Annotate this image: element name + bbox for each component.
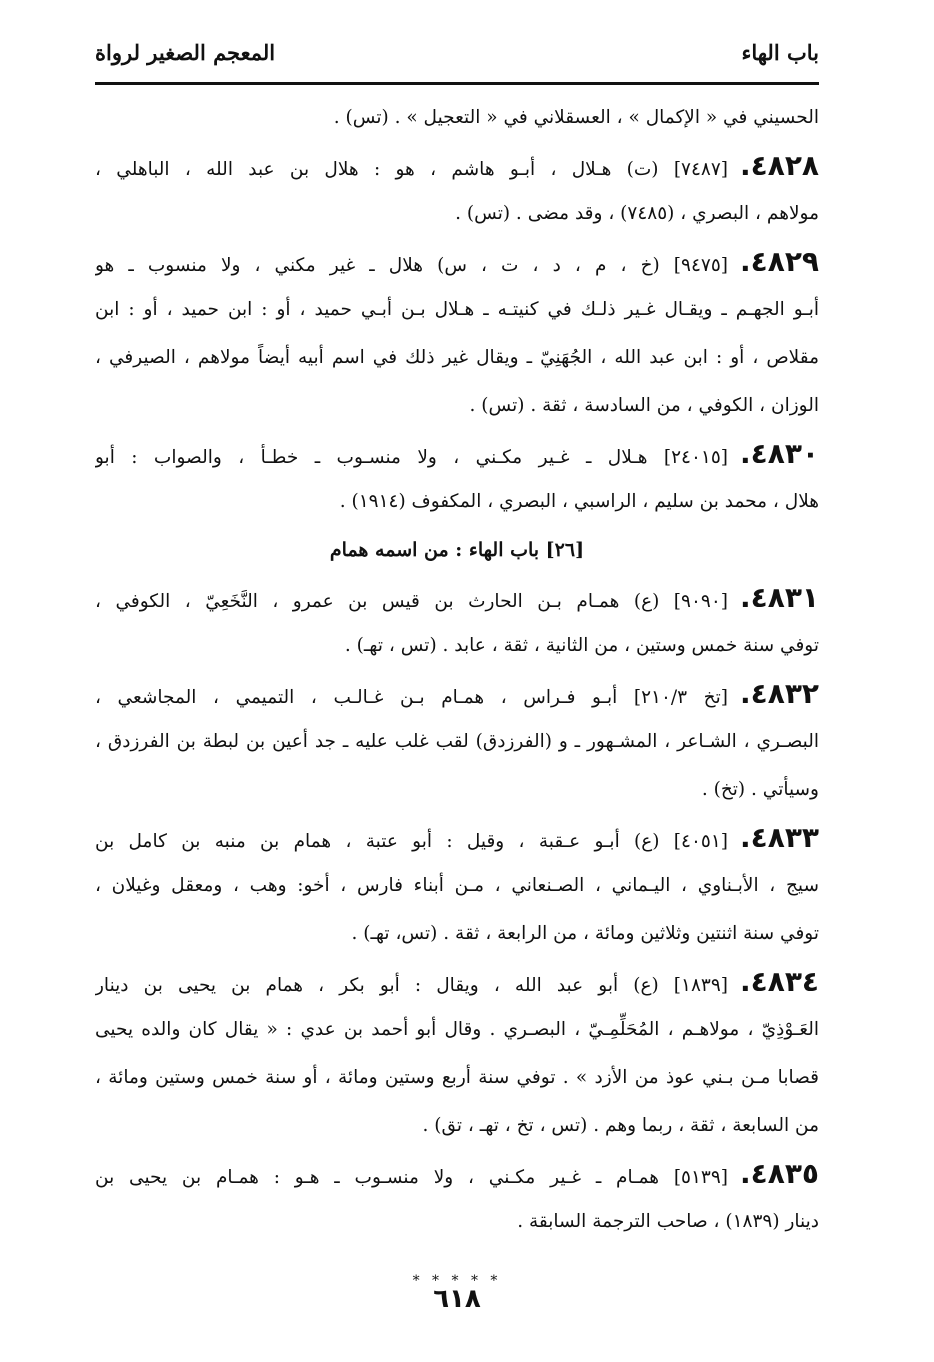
entry-number: ٤٨٣٣.: [740, 821, 819, 854]
entry-text: أبـو الجهـم ـ ويقـال غـير ذلـك في كنيتـه ـ هـلال بـن أبـي حميد ، أو : ابن حميد ، أو : ابن: [95, 299, 819, 320]
header-rule: [95, 82, 819, 85]
entry-line: [95, 1006, 819, 1054]
entry-text: سيج ، الأبـناوي ، اليـماني ، الصـنعاني ، مـن أبناء فارس ، أخو: وهب ، ومعقل وغيلان ،: [95, 875, 819, 896]
entry-line: [95, 622, 819, 670]
entry: [95, 670, 819, 814]
entry-text: الوزان ، الكوفي ، من السادسة ، ثقة . (تس) .: [469, 395, 819, 416]
entry-number: ٤٨٢٩.: [740, 245, 819, 278]
section-heading: [٢٦] باب الهاء : من اسمه همام: [329, 539, 585, 561]
entry-line: [95, 286, 819, 334]
entry-line: [95, 862, 819, 910]
entry-text: [٩٤٧٥] (خ ، م ، د ، ت ، س) هلال ـ غير مكني ، ولا منسوب ـ هو: [95, 255, 728, 276]
entry-text: من السابعة ، ثقة ، ربما وهم . (تس ، تخ ، تهـ ، تق) .: [422, 1115, 819, 1136]
entry-text: وسيأتي . (تخ) .: [701, 779, 819, 800]
entry: [95, 94, 819, 142]
chapter-title: باب الهاء: [741, 40, 819, 65]
entry: [95, 238, 819, 430]
entry-line: [95, 574, 819, 622]
entry-text: الحسيني في « الإكمال » ، العسقلاني في « التعجيل » . (تس) .: [333, 107, 819, 128]
entry: [95, 814, 819, 958]
entry-number: ٤٨٣٢.: [740, 677, 819, 710]
entry-line: [95, 1150, 819, 1198]
entry-text: توفي سنة اثنتين وثلاثين ومائة ، من الرابعة ، ثقة . (تس، تهـ) .: [351, 923, 819, 944]
book-title: المعجم الصغير لرواة: [95, 40, 276, 65]
entry-line: [95, 334, 819, 382]
entry-line: [95, 766, 819, 814]
text-body: [95, 94, 819, 1302]
entry-number: ٤٨٢٨.: [740, 149, 819, 182]
entry: [95, 958, 819, 1150]
entry-text: [٢٤٠١٥] هـلال ـ غـير مكـني ، ولا منسـوب ـ خطـأ ، والصواب : أبو: [95, 447, 728, 468]
entry: [95, 430, 819, 526]
entry-line: [95, 670, 819, 718]
entry-text: البصـري ، الشـاعر ، المشـهور ـ و (الفرزدق) لقب غلب عليه ـ جد أعين بن لبطة بن الفرزدق ،: [95, 731, 819, 752]
entry-line: [95, 238, 819, 286]
entry-text: [١٨٣٩] (ع) أبو عبد الله ، ويقال : أبو بكر ، همام بن يحيى بن دينار: [95, 975, 728, 996]
entry-text: قصابا مـن بـني عوذ من الأزد » . توفي سنة أربع وستين ومائة ، أو سنة خمس وستين ومائة ،: [95, 1067, 819, 1088]
entry-text: [٧٤٨٧] (ت) هـلال ، أبـو هاشم ، هو : هلال بن عبد الله ، الباهلي ،: [95, 159, 728, 180]
entry-line: [95, 430, 819, 478]
page-number: ٦١٨: [433, 1284, 481, 1314]
entry-text: [٩٠٩٠] (ع) همـام بـن الحارث بن قيس بن عمرو ، النَّخَعِيّ ، الكوفي ،: [95, 591, 728, 612]
entry-line: [95, 1198, 819, 1246]
entry-line: [95, 958, 819, 1006]
entry-line: [95, 1054, 819, 1102]
entry-text: [تخ ٢١٠/٣] أبـو فـراس ، همـام بـن غـالـب ، التميمي ، المجاشعي ،: [95, 687, 728, 708]
entry-number: ٤٨٣٤.: [740, 965, 819, 998]
entry-number: ٤٨٣٠.: [740, 437, 819, 470]
entry-line: [95, 910, 819, 958]
entry-line: [95, 814, 819, 862]
entry-text: مولاهم ، البصري ، (٧٤٨٥) ، وقد مضى . (تس) .: [455, 203, 819, 224]
page: [95, 0, 819, 1362]
entry-line: [95, 382, 819, 430]
entry-text: العَـوْذِيّ ، مولاهـم ، المُحَلِّمِـيّ ، البصـري . وقال أبو أحمد بن عدي : « يقال كان والده يحيى: [95, 1019, 819, 1040]
entry-line: [95, 190, 819, 238]
separator-stars: * * * * *: [412, 1273, 502, 1289]
entry-text: دينار (١٨٣٩) ، صاحب الترجمة السابقة .: [517, 1211, 819, 1232]
entry-text: [٤٠٥١] (ع) أبـو عـقبة ، وقيل : أبو عتبة ، همام بن منبه بن كامل بن: [95, 831, 728, 852]
entry-line: [95, 142, 819, 190]
entry-number: ٤٨٣١.: [740, 581, 819, 614]
entry-line: [95, 718, 819, 766]
entry-text: [٥١٣٩] همـام ـ غـير مكـني ، ولا منسـوب ـ هـو : همـام بن يحيى بن: [95, 1167, 728, 1188]
entry-line: [95, 478, 819, 526]
entry-number: ٤٨٣٥.: [740, 1157, 819, 1190]
entry-text: توفي سنة خمس وستين ، من الثانية ، ثقة ، عابد . (تس ، تهـ) .: [344, 635, 819, 656]
running-header: [95, 36, 819, 76]
entry: [95, 1150, 819, 1246]
entry-line: [95, 1102, 819, 1150]
entry: [95, 142, 819, 238]
entry: [95, 574, 819, 670]
entry-text: مقلاص ، أو : ابن عبد الله ، الجُهَنِيّ ـ ويقال غير ذلك في اسم أبيه أيضاً مولاهم ، الصيرفي ،: [95, 347, 819, 368]
entry-line: [95, 94, 819, 142]
entry-text: هلال ، محمد بن سليم ، الراسبي ، البصري ، المكفوف (١٩١٤) .: [339, 491, 819, 512]
